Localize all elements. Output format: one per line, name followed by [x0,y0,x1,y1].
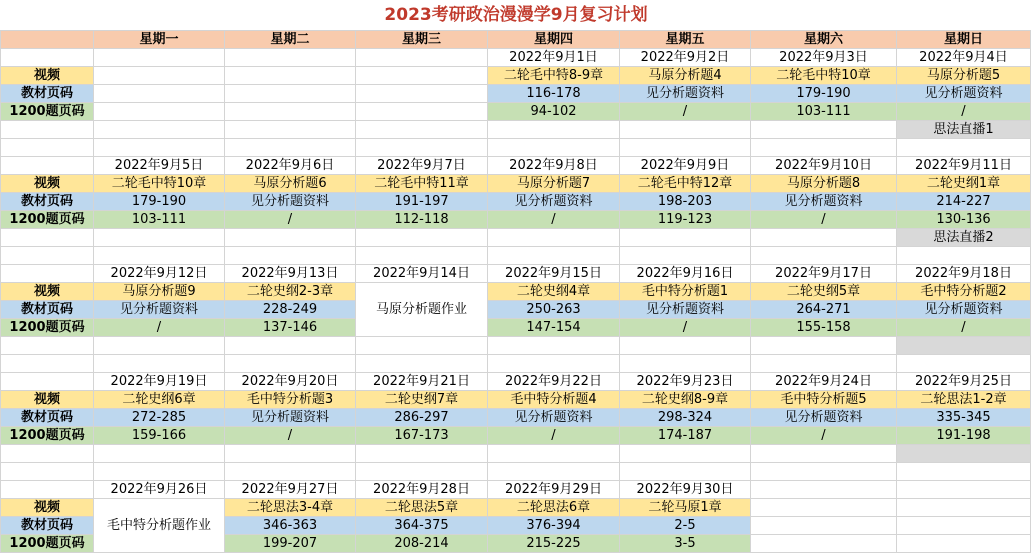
textbook-cell[interactable]: 见分析题资料 [620,85,751,103]
weekday-header[interactable]: 星期一 [94,31,225,49]
video-cell[interactable]: 二轮史纲6章 [94,391,225,409]
blank-cell[interactable] [620,355,751,373]
blank-cell[interactable] [1,481,94,499]
q1200-cell[interactable]: / [488,427,620,445]
blank-cell[interactable] [751,247,897,265]
q1200-cell[interactable]: 191-198 [897,427,1031,445]
date-cell[interactable]: 2022年9月8日 [488,157,620,175]
blank-cell[interactable] [94,85,225,103]
blank-cell[interactable] [94,139,225,157]
q1200-row [1,427,1031,445]
row-label[interactable]: 1200题页码 [1,535,94,553]
video-cell[interactable]: 马原分析题7 [488,175,620,193]
video-cell[interactable]: 二轮史纲2-3章 [225,283,356,301]
blank-cell[interactable] [620,229,751,247]
q1200-cell[interactable]: / [488,211,620,229]
q1200-cell[interactable]: 3-5 [620,535,751,553]
q1200-cell[interactable]: / [897,103,1031,121]
blank-cell[interactable] [356,445,488,463]
row-label[interactable]: 教材页码 [1,85,94,103]
q1200-cell[interactable]: 130-136 [897,211,1031,229]
video-cell[interactable]: 马原分析题4 [620,67,751,85]
blank-cell[interactable] [751,445,897,463]
row-label[interactable]: 1200题页码 [1,211,94,229]
blank-cell[interactable] [751,337,897,355]
textbook-cell[interactable]: 见分析题资料 [751,409,897,427]
blank-cell[interactable] [488,247,620,265]
blank-cell[interactable] [94,355,225,373]
date-cell[interactable]: 2022年9月2日 [620,49,751,67]
q1200-row [1,319,1031,337]
q1200-row [1,103,1031,121]
schedule-table [0,30,1031,553]
blank-cell[interactable] [94,337,225,355]
blank-cell[interactable] [356,139,488,157]
textbook-cell[interactable]: 335-345 [897,409,1031,427]
blank-cell[interactable] [1,49,94,67]
textbook-cell[interactable]: 见分析题资料 [225,409,356,427]
video-row [1,391,1031,409]
blank-cell[interactable] [356,67,488,85]
video-cell[interactable]: 二轮毛中特8-9章 [488,67,620,85]
video-cell[interactable]: 二轮思法5章 [356,499,488,517]
blank-cell[interactable] [488,463,620,481]
spacer-row [1,139,1031,157]
date-row [1,49,1031,67]
textbook-cell[interactable]: 191-197 [356,193,488,211]
blank-cell[interactable] [751,517,897,535]
date-cell[interactable]: 2022年9月26日 [94,481,225,499]
blank-cell[interactable] [356,247,488,265]
blank-cell[interactable] [225,337,356,355]
blank-cell[interactable] [1,139,94,157]
blank-cell[interactable] [1,355,94,373]
date-cell[interactable]: 2022年9月23日 [620,373,751,391]
blank-cell[interactable] [356,103,488,121]
textbook-cell[interactable]: 376-394 [488,517,620,535]
date-cell[interactable]: 2022年9月28日 [356,481,488,499]
date-row [1,481,1031,499]
row-label[interactable]: 视频 [1,391,94,409]
textbook-cell[interactable]: 见分析题资料 [488,409,620,427]
video-cell[interactable]: 二轮思法1-2章 [897,391,1031,409]
blank-cell[interactable] [488,445,620,463]
blank-cell[interactable] [1,445,94,463]
video-cell[interactable]: 二轮史纲1章 [897,175,1031,193]
row-label[interactable]: 1200题页码 [1,319,94,337]
row-label[interactable]: 教材页码 [1,409,94,427]
video-cell[interactable]: 马原分析题6 [225,175,356,193]
textbook-row [1,409,1031,427]
weekday-header[interactable]: 星期三 [356,31,488,49]
video-cell[interactable]: 马原分析题9 [94,283,225,301]
date-cell[interactable]: 2022年9月10日 [751,157,897,175]
date-cell[interactable]: 2022年9月20日 [225,373,356,391]
weekday-header[interactable]: 星期日 [897,31,1031,49]
textbook-cell[interactable]: 见分析题资料 [751,193,897,211]
video-row [1,175,1031,193]
blank-cell[interactable] [94,463,225,481]
blank-cell[interactable] [356,121,488,139]
weekday-header[interactable]: 星期二 [225,31,356,49]
date-cell[interactable]: 2022年9月18日 [897,265,1031,283]
spacer-row [1,355,1031,373]
video-cell[interactable]: 毛中特分析题1 [620,283,751,301]
row-label[interactable]: 教材页码 [1,517,94,535]
row-label[interactable]: 视频 [1,499,94,517]
livestream-cell[interactable]: 思法直播1 [897,121,1031,139]
date-cell[interactable]: 2022年9月14日 [356,265,488,283]
q1200-cell[interactable]: 147-154 [488,319,620,337]
blank-cell[interactable] [225,355,356,373]
row-label[interactable]: 视频 [1,283,94,301]
blank-cell[interactable] [1,121,94,139]
video-cell[interactable]: 二轮思法3-4章 [225,499,356,517]
date-cell[interactable]: 2022年9月1日 [488,49,620,67]
q1200-cell[interactable]: 119-123 [620,211,751,229]
blank-cell[interactable] [356,85,488,103]
date-cell[interactable]: 2022年9月4日 [897,49,1031,67]
q1200-cell[interactable]: 199-207 [225,535,356,553]
blank-cell[interactable] [356,229,488,247]
video-cell[interactable]: 毛中特分析题4 [488,391,620,409]
blank-cell[interactable] [751,481,897,499]
blank-cell[interactable] [751,535,897,553]
blank-cell[interactable] [620,463,751,481]
blank-cell[interactable] [751,229,897,247]
q1200-cell[interactable]: / [897,319,1031,337]
textbook-cell[interactable]: 298-324 [620,409,751,427]
blank-cell[interactable] [620,139,751,157]
q1200-cell[interactable]: 103-111 [751,103,897,121]
blank-cell[interactable] [225,85,356,103]
blank-cell[interactable] [897,517,1031,535]
textbook-cell[interactable]: 见分析题资料 [94,301,225,319]
q1200-cell[interactable]: 94-102 [488,103,620,121]
video-cell[interactable]: 二轮史纲7章 [356,391,488,409]
blank-cell[interactable] [225,229,356,247]
date-cell[interactable]: 2022年9月27日 [225,481,356,499]
textbook-cell[interactable]: 见分析题资料 [620,301,751,319]
date-row [1,373,1031,391]
blank-cell[interactable] [897,499,1031,517]
textbook-cell[interactable]: 264-271 [751,301,897,319]
page-title: 2023考研政治漫漫学9月复习计划 [384,5,648,25]
blank-cell[interactable] [1,463,94,481]
video-cell[interactable]: 二轮毛中特12章 [620,175,751,193]
blank-cell[interactable] [1,157,94,175]
video-cell[interactable]: 二轮史纲4章 [488,283,620,301]
row-label[interactable]: 教材页码 [1,193,94,211]
blank-cell[interactable] [225,121,356,139]
textbook-cell[interactable]: 179-190 [751,85,897,103]
weekday-header[interactable]: 星期六 [751,31,897,49]
blank-cell[interactable] [897,481,1031,499]
merged-task-cell[interactable]: 毛中特分析题作业 [94,499,225,553]
video-cell[interactable]: 二轮史纲8-9章 [620,391,751,409]
blank-cell[interactable] [488,139,620,157]
weekday-header-row [1,31,1031,49]
q1200-cell[interactable]: / [751,211,897,229]
textbook-cell[interactable]: 198-203 [620,193,751,211]
textbook-cell[interactable]: 346-363 [225,517,356,535]
q1200-cell[interactable]: 155-158 [751,319,897,337]
date-cell[interactable]: 2022年9月19日 [94,373,225,391]
blank-cell[interactable] [94,445,225,463]
date-cell[interactable]: 2022年9月12日 [94,265,225,283]
q1200-cell[interactable]: 208-214 [356,535,488,553]
q1200-cell[interactable]: 137-146 [225,319,356,337]
textbook-row [1,193,1031,211]
blank-cell[interactable] [620,445,751,463]
blank-cell[interactable] [488,121,620,139]
date-cell[interactable]: 2022年9月30日 [620,481,751,499]
blank-cell[interactable] [897,463,1031,481]
video-cell[interactable]: 二轮毛中特11章 [356,175,488,193]
livestream-cell[interactable]: 思法直播2 [897,229,1031,247]
video-cell[interactable]: 毛中特分析题3 [225,391,356,409]
textbook-cell[interactable]: 见分析题资料 [897,85,1031,103]
date-cell[interactable]: 2022年9月11日 [897,157,1031,175]
date-cell[interactable]: 2022年9月21日 [356,373,488,391]
textbook-cell[interactable]: 2-5 [620,517,751,535]
date-cell[interactable]: 2022年9月13日 [225,265,356,283]
blank-cell[interactable] [897,139,1031,157]
q1200-row [1,211,1031,229]
blank-cell[interactable] [488,229,620,247]
blank-cell[interactable] [751,139,897,157]
date-row [1,157,1031,175]
blank-cell[interactable] [356,355,488,373]
blank-cell[interactable] [488,355,620,373]
weekday-header[interactable]: 星期五 [620,31,751,49]
blank-cell[interactable] [620,337,751,355]
textbook-cell[interactable]: 228-249 [225,301,356,319]
blank-cell[interactable] [751,121,897,139]
textbook-row [1,85,1031,103]
q1200-cell[interactable]: / [751,427,897,445]
blank-cell[interactable] [225,103,356,121]
row-label[interactable]: 1200题页码 [1,427,94,445]
spacer-row [1,463,1031,481]
blank-cell[interactable] [94,49,225,67]
blank-cell[interactable] [94,67,225,85]
blank-cell[interactable] [225,445,356,463]
video-cell[interactable]: 二轮毛中特10章 [751,67,897,85]
blank-cell[interactable] [897,355,1031,373]
blank-cell[interactable] [94,103,225,121]
textbook-cell[interactable]: 286-297 [356,409,488,427]
blank-cell[interactable] [94,247,225,265]
q1200-cell[interactable]: / [225,211,356,229]
video-cell[interactable]: 二轮毛中特10章 [94,175,225,193]
row-label[interactable]: 教材页码 [1,301,94,319]
textbook-cell[interactable]: 364-375 [356,517,488,535]
textbook-cell[interactable]: 179-190 [94,193,225,211]
textbook-cell[interactable]: 272-285 [94,409,225,427]
video-row [1,499,1031,517]
q1200-cell[interactable]: 103-111 [94,211,225,229]
video-cell[interactable]: 二轮思法6章 [488,499,620,517]
video-cell[interactable]: 毛中特分析题5 [751,391,897,409]
q1200-cell[interactable]: 167-173 [356,427,488,445]
date-cell[interactable]: 2022年9月7日 [356,157,488,175]
video-row [1,283,1031,301]
date-row [1,265,1031,283]
date-cell[interactable]: 2022年9月22日 [488,373,620,391]
q1200-cell[interactable]: 215-225 [488,535,620,553]
video-cell[interactable]: 二轮史纲5章 [751,283,897,301]
blank-cell[interactable] [897,535,1031,553]
textbook-cell[interactable]: 见分析题资料 [488,193,620,211]
blank-cell[interactable] [751,355,897,373]
q1200-cell[interactable]: 112-118 [356,211,488,229]
blank-cell[interactable] [897,247,1031,265]
q1200-cell[interactable]: / [620,319,751,337]
extra-row [1,121,1031,139]
weekday-header[interactable]: 星期四 [488,31,620,49]
corner-cell[interactable] [1,31,94,49]
blank-cell[interactable] [1,337,94,355]
blank-cell[interactable] [225,463,356,481]
date-cell[interactable]: 2022年9月3日 [751,49,897,67]
video-cell[interactable]: 二轮马原1章 [620,499,751,517]
spacer-row [1,247,1031,265]
blank-cell[interactable] [94,229,225,247]
textbook-cell[interactable]: 214-227 [897,193,1031,211]
date-cell[interactable]: 2022年9月5日 [94,157,225,175]
video-cell[interactable]: 毛中特分析题2 [897,283,1031,301]
blank-cell[interactable] [1,373,94,391]
row-label[interactable]: 视频 [1,175,94,193]
livestream-cell[interactable] [897,445,1031,463]
blank-cell[interactable] [1,265,94,283]
date-cell[interactable]: 2022年9月25日 [897,373,1031,391]
blank-cell[interactable] [356,463,488,481]
textbook-row [1,301,1031,319]
row-label[interactable]: 1200题页码 [1,103,94,121]
row-label[interactable]: 视频 [1,67,94,85]
date-cell[interactable]: 2022年9月17日 [751,265,897,283]
blank-cell[interactable] [225,139,356,157]
extra-row [1,445,1031,463]
q1200-cell[interactable]: 174-187 [620,427,751,445]
blank-cell[interactable] [356,49,488,67]
extra-row [1,229,1031,247]
blank-cell[interactable] [620,247,751,265]
blank-cell[interactable] [356,337,488,355]
q1200-cell[interactable]: / [94,319,225,337]
date-cell[interactable]: 2022年9月16日 [620,265,751,283]
date-cell[interactable]: 2022年9月15日 [488,265,620,283]
date-cell[interactable]: 2022年9月24日 [751,373,897,391]
video-cell[interactable]: 马原分析题8 [751,175,897,193]
extra-row [1,337,1031,355]
blank-cell[interactable] [225,247,356,265]
blank-cell[interactable] [94,121,225,139]
date-cell[interactable]: 2022年9月29日 [488,481,620,499]
textbook-cell[interactable]: 见分析题资料 [897,301,1031,319]
video-cell[interactable]: 马原分析题5 [897,67,1031,85]
blank-cell[interactable] [488,337,620,355]
textbook-cell[interactable]: 116-178 [488,85,620,103]
video-row [1,67,1031,85]
date-cell[interactable]: 2022年9月6日 [225,157,356,175]
merged-task-cell[interactable]: 马原分析题作业 [356,283,488,337]
blank-cell[interactable] [225,49,356,67]
q1200-cell[interactable]: / [225,427,356,445]
q1200-cell[interactable]: / [620,103,751,121]
textbook-cell[interactable]: 250-263 [488,301,620,319]
blank-cell[interactable] [1,247,94,265]
livestream-cell[interactable] [897,337,1031,355]
blank-cell[interactable] [620,121,751,139]
blank-cell[interactable] [751,499,897,517]
date-cell[interactable]: 2022年9月9日 [620,157,751,175]
textbook-cell[interactable]: 见分析题资料 [225,193,356,211]
blank-cell[interactable] [1,229,94,247]
blank-cell[interactable] [751,463,897,481]
blank-cell[interactable] [225,67,356,85]
q1200-cell[interactable]: 159-166 [94,427,225,445]
